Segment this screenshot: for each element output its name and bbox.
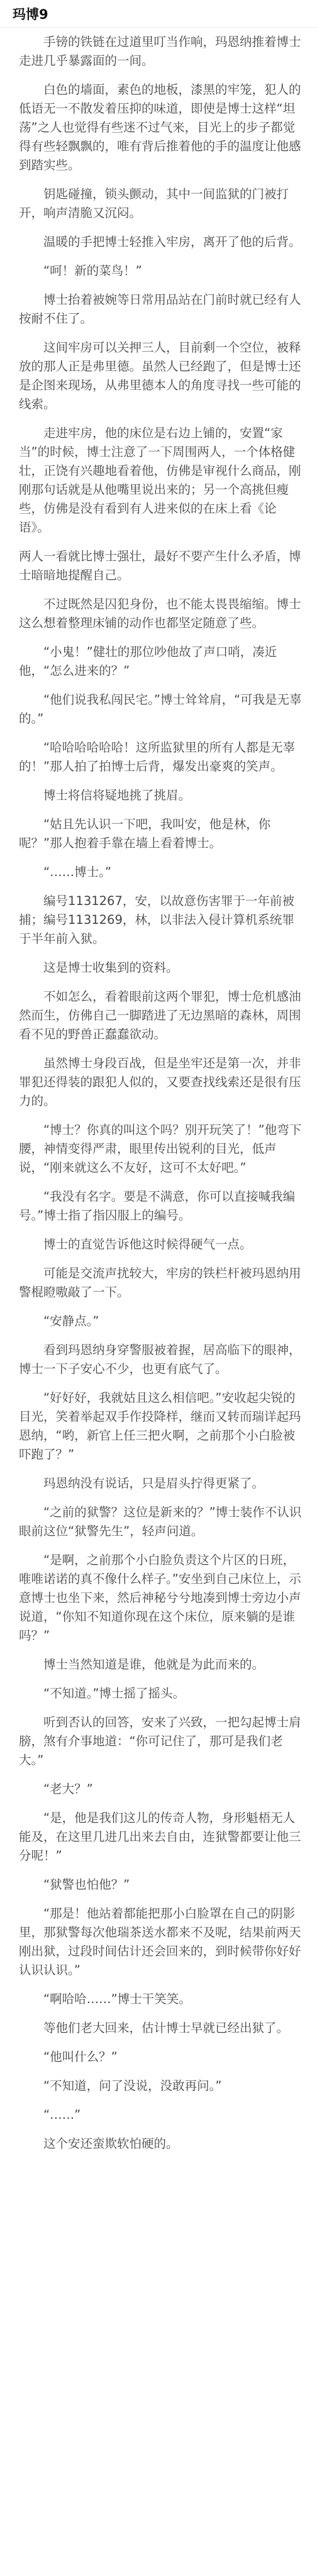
paragraph: 可能是交流声扰较大，牢房的铁栏杆被玛恩纳用警棍瞪嗷敲了一下。 xyxy=(19,1266,301,1299)
paragraph: “哈哈哈哈哈哈！这所监狱里的所有人都是无辜的！”那人拍了拍博士后背，爆发出豪爽的笑声。 xyxy=(19,740,296,774)
paragraph: “是啊，之前那个小白脸负责这个片区的日班，唯唯诺诺的真不像什么样子。”安坐到自己床位上，示意博士也坐下来，然后神秘兮兮地凑到博士旁边小声说道，“你知不知道你现在这个床位，原来躺的是谁吗？” xyxy=(19,1553,301,1643)
paragraph: “安静点。” xyxy=(43,1314,99,1328)
paragraph: 温暖的手把博士轻推入牢房，离开了他的后背。 xyxy=(43,235,301,249)
paragraph: 这个安还蛮欺软怕硬的。 xyxy=(43,2136,179,2151)
paragraph: “小鬼！”健壮的那位吵他故了声口哨，凑近他，“怎么进来的？” xyxy=(19,645,277,678)
paragraph: 走进牢房，他的床位是右边上铺的，安置“家当”的时候，博士注意了一下周围两人，一个体格健壮，正饶有兴趣地看着他，仿佛是审视什么商品，刚刚那句话就是从他嘴里说出来的；另一个高挑但瘦些，仿佛是没有看到有人进来似的在床上看《论语》。 xyxy=(19,426,301,535)
paragraph: 看到玛恩纳身穿警服被着握，居高临下的眼神，博士一下子安心不少，也更有底气了。 xyxy=(19,1343,301,1376)
paragraph: 钥匙碰撞，锁头颤动，其中一间监狱的门被打开，响声清脆又沉闷。 xyxy=(19,187,289,220)
paragraph: “……博士。” xyxy=(43,865,111,879)
paragraph: “呵！新的菜鸟！” xyxy=(43,264,142,278)
paragraph: “狱警也怕他？” xyxy=(43,1877,130,1892)
paragraph: 这间牢房可以关押三人，目前剩一个空位，被释放的那人正是弗里德。虽然人已经跑了，但是博士还是企图来现场，从弗里德本人的角度寻找一些可能的线索。 xyxy=(19,340,301,411)
paragraph: 编号1131267，安，以故意伤害罪于一年前被捕；编号1131269，林，以非法入侵计算机系统罪于半年前入狱。 xyxy=(19,894,294,946)
paragraph: 等他们老大回来，估计博士早就已经出狱了。 xyxy=(43,2021,289,2035)
paragraph: 玛恩纳没有说话，只是眉头拧得更紧了。 xyxy=(43,1476,265,1491)
paragraph: “他叫什么？” xyxy=(43,2050,118,2064)
paragraph: 手镑的铁链在过道里叮当作响，玛恩纳推着博士走进几乎暴露面的一间。 xyxy=(19,35,301,68)
article-body xyxy=(0,28,317,2163)
paragraph: 不如怎么，看着眼前这两个罪犯，博士危机感油然而生，仿佛自己一脚踏进了无边黑暗的森林，周围看不见的野兽正蠢蠢欲动。 xyxy=(19,989,301,1041)
paragraph: “是，他是我们这儿的传奇人物，身形魁梧无人能及，在这里几进几出来去自由，连狱警都要让他三分呢！” xyxy=(19,1811,301,1863)
paragraph: 虽然博士身段百战，但是坐牢还是第一次，并非罪犯还得装的跟犯人似的，又要查找线索还是很有压力的。 xyxy=(19,1056,301,1108)
paragraph: 白色的墙面，素色的地板，漆黑的牢笼，犯人的低语无一不散发着压抑的味道，即使是博士这样“坦荡”之人也觉得有些迷不过气来，目光上的步子都觉得有些轻飘飘的，唯有背后推着他的手的温度让他感到踏实些。 xyxy=(19,82,301,172)
paragraph: “博士？你真的叫这个吗？别开玩笑了！”他弯下腰，神情变得严肃，眼里传出锐利的目光，低声说，“刚来就这么不友好，这可不太好吧。” xyxy=(19,1123,302,1175)
paragraph: “他们说我私闯民宅。”博士耸耸肩，“可我是无辜的。” xyxy=(19,692,302,726)
paragraph: 博士的直觉告诉他这时候得硬气一点。 xyxy=(43,1237,252,1252)
paragraph: 两人一看就比博士强壮，最好不要产生什么矛盾，博士暗暗地提醒自己。 xyxy=(19,549,301,582)
top-bar xyxy=(0,0,317,28)
paragraph: “之前的狱警？这位是新来的？”博士装作不认识眼前这位“狱警先生”，轻声问道。 xyxy=(19,1505,302,1538)
paragraph: “那是！他站着都能把那小白脸罩在自己的阴影里，那狱警每次他瑞茶送水都来不及呢，结果前两天刚出狱，过段时间估计还会回来的，到时候带你好好认识认识。” xyxy=(19,1906,301,1977)
paragraph: “不知道。”博士摇了摇头。 xyxy=(43,1686,185,1701)
paragraph: “老大？” xyxy=(43,1782,93,1796)
paragraph: “……” xyxy=(43,2107,81,2122)
paragraph: 不过既然是囚犯身份，也不能太畏畏缩缩。博士这么想着整理床铺的动作也都坚定随意了些。 xyxy=(19,597,301,630)
paragraph: 博士当然知道是谁，他就是为此而来的。 xyxy=(43,1657,265,1672)
paragraph: “姑且先认识一下吧，我叫安，他是林，你呢？”那人抱着手靠在墙上看着博士。 xyxy=(19,817,271,850)
paragraph: 听到否认的回答，安来了兴致，一把勾起博士肩膀，煞有介事地道：“你可记住了，那可是我们老大。” xyxy=(19,1715,301,1767)
paragraph: “好好好，我就姑且这么相信吧。”安收起尖锐的目光，笑着举起双手作投降样，继而又转而瑞详起玛恩纳，“哟，新官上任三把火啊，之前那个小白脸被吓跑了？” xyxy=(19,1391,301,1462)
paragraph: “不知道，问了没说，没敢再问。” xyxy=(43,2079,222,2093)
paragraph: 博士将信将疑地挑了挑眉。 xyxy=(43,788,191,802)
paragraph: 博士抬着被婉等日常用品站在门前时就已经有人按耐不住了。 xyxy=(19,292,301,326)
page-title: 玛博9 xyxy=(13,6,48,22)
paragraph: 这是博士收集到的资料。 xyxy=(43,960,179,975)
paragraph: “我没有名字。要是不满意，你可以直接喊我编号。”博士指了指囚服上的编号。 xyxy=(19,1189,296,1223)
paragraph: “啊哈哈……”博士干笑笑。 xyxy=(43,1992,191,2006)
